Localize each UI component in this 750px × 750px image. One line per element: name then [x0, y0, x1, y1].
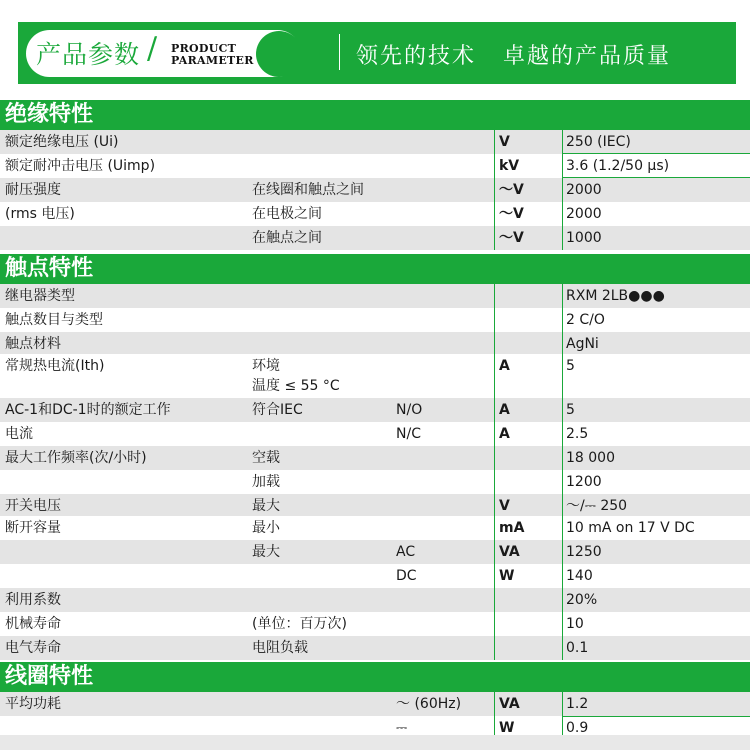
header-banner	[0, 0, 750, 90]
param-condition: 最大	[252, 544, 280, 560]
param-value: 18 000	[566, 450, 615, 466]
param-condition: 在电极之间	[252, 206, 322, 222]
param-unit: A	[499, 402, 510, 418]
param-unit: A	[499, 358, 510, 374]
param-condition: 最大	[252, 498, 280, 514]
grid-line	[494, 692, 495, 735]
param-unit: mA	[499, 520, 525, 536]
param-label: 利用系数	[5, 592, 61, 608]
param-value: 140	[566, 568, 593, 584]
table-row	[0, 178, 750, 202]
param-label: 最大工作频率(次/小时)	[5, 450, 147, 466]
param-value: 2000	[566, 182, 602, 198]
param-condition: 最小	[252, 520, 280, 536]
table-row	[0, 422, 750, 446]
table-row	[0, 470, 750, 494]
table-row	[0, 354, 750, 398]
param-label: 触点材料	[5, 336, 61, 352]
param-value: 5	[566, 402, 575, 418]
param-value: 5	[566, 358, 575, 374]
param-unit: VA	[499, 544, 520, 560]
banner-title: 产品参数	[36, 40, 141, 69]
table-row	[0, 332, 750, 354]
param-label: 额定绝缘电压 (Ui)	[5, 134, 119, 150]
param-value: 20%	[566, 592, 598, 608]
param-label: 触点数目与类型	[5, 312, 103, 328]
param-condition: 在触点之间	[252, 230, 322, 246]
param-condition: 空载	[252, 450, 280, 466]
grid-line	[562, 716, 750, 717]
table-row	[0, 692, 750, 716]
grid-line	[562, 692, 563, 735]
param-condition: 符合IEC	[252, 402, 303, 418]
param-value: 1250	[566, 544, 602, 560]
param-type: AC	[396, 544, 416, 560]
grid-line	[562, 284, 563, 660]
table-row	[0, 588, 750, 612]
table-row	[0, 716, 750, 735]
section-header-coil: 线圈特性	[0, 662, 750, 692]
param-type: N/O	[396, 402, 423, 418]
param-value: 1000	[566, 230, 602, 246]
param-condition: 在线圈和触点之间	[252, 182, 364, 198]
table-row	[0, 284, 750, 308]
param-value: 1.2	[566, 696, 589, 712]
banner-divider	[339, 34, 340, 70]
param-value: 0.9	[566, 720, 589, 735]
table-row	[0, 564, 750, 588]
param-condition: 加载	[252, 474, 280, 490]
param-label: 平均功耗	[5, 696, 61, 712]
param-label: (rms 电压)	[5, 206, 75, 222]
param-unit: kV	[499, 158, 520, 174]
grid-line	[494, 130, 495, 250]
param-value: AgNi	[566, 336, 599, 352]
param-unit: A	[499, 426, 510, 442]
param-condition: 环境	[252, 358, 280, 374]
param-label: 额定耐冲击电压 (Uimp)	[5, 158, 156, 174]
table-row	[0, 202, 750, 226]
param-condition: 电阻负载	[252, 640, 308, 656]
table-row	[0, 494, 750, 516]
param-unit: ～V	[499, 230, 524, 246]
banner-slogan: 领先的技术 卓越的产品质量	[356, 44, 671, 69]
param-value: 1200	[566, 474, 602, 490]
param-value: 250 (IEC)	[566, 134, 631, 150]
param-value: 3.6 (1.2/50 µs)	[566, 158, 670, 174]
banner-circle-decoration	[256, 31, 302, 77]
table-row	[0, 612, 750, 636]
banner-slash-divider: /	[147, 31, 158, 66]
table-row	[0, 516, 750, 540]
table-row	[0, 308, 750, 332]
param-value: 2 C/O	[566, 312, 605, 328]
table-row	[0, 154, 750, 178]
param-type: ～ (60Hz)	[396, 696, 462, 712]
param-value: ～/⎓ 250	[566, 498, 628, 514]
grid-line	[562, 130, 563, 250]
banner-english-line-1: PRODUCT	[171, 42, 237, 55]
grid-line	[494, 284, 495, 660]
table-row	[0, 540, 750, 564]
table-row	[0, 130, 750, 154]
param-type: N/C	[396, 426, 421, 442]
param-type: DC	[396, 568, 417, 584]
param-unit: VA	[499, 696, 520, 712]
param-label: 继电器类型	[5, 288, 75, 304]
banner-english-line-2: PARAMETER	[171, 54, 254, 67]
param-label: 耐压强度	[5, 182, 61, 198]
param-value: 2000	[566, 206, 602, 222]
grid-line	[562, 153, 750, 154]
param-value: 10 mA on 17 V DC	[566, 520, 695, 536]
param-type: ⎓	[396, 720, 408, 735]
table-row	[0, 446, 750, 470]
section-header-contact: 触点特性	[0, 254, 750, 284]
param-unit: V	[499, 134, 510, 150]
grid-line	[562, 177, 750, 178]
param-label: 断开容量	[5, 520, 61, 536]
table-row	[0, 636, 750, 660]
param-unit: ～V	[499, 182, 524, 198]
table-row	[0, 398, 750, 422]
param-label: 开关电压	[5, 498, 61, 514]
param-label: 常规热电流(Ith)	[5, 358, 105, 374]
param-value: 0.1	[566, 640, 589, 656]
param-value: 10	[566, 616, 584, 632]
banner-english-title	[171, 43, 254, 67]
param-unit: V	[499, 498, 510, 514]
param-unit: W	[499, 720, 515, 735]
param-condition: 温度 ≤ 55 °C	[252, 378, 340, 394]
param-label: AC-1和DC-1时的额定工作	[5, 402, 171, 418]
table-row	[0, 226, 750, 250]
footer-band	[0, 735, 750, 750]
param-value: 2.5	[566, 426, 589, 442]
section-header-insulation: 绝缘特性	[0, 100, 750, 130]
param-label: 电气寿命	[5, 640, 61, 656]
param-label: 电流	[5, 426, 33, 442]
param-unit: ～V	[499, 206, 524, 222]
param-value: RXM 2LB●●●	[566, 288, 665, 304]
param-unit: W	[499, 568, 515, 584]
param-label: 机械寿命	[5, 616, 61, 632]
param-condition: (单位：百万次)	[252, 616, 347, 632]
